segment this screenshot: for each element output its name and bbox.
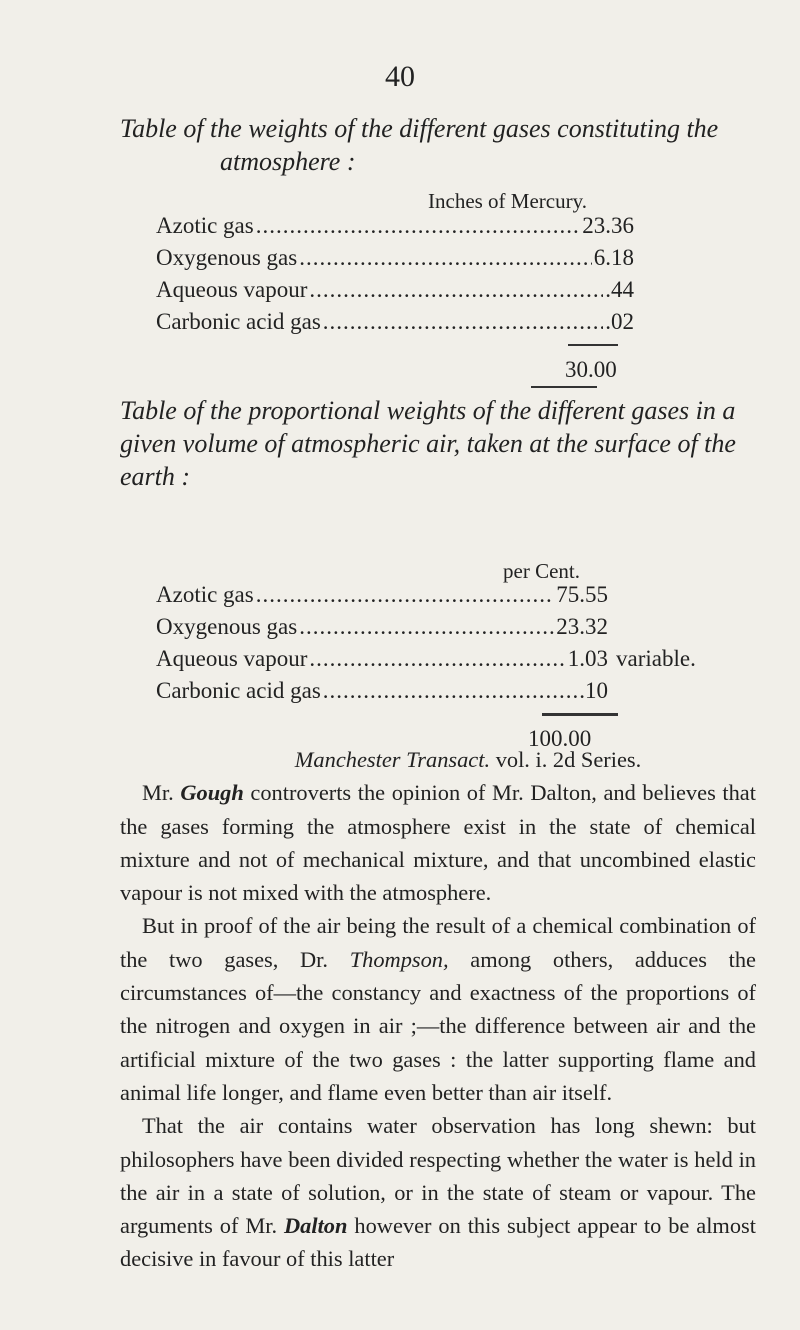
table2-row-name: Carbonic acid gas — [156, 678, 321, 703]
author-name: Thompson, — [349, 946, 449, 972]
leader-dots — [309, 644, 565, 674]
table1-row — [156, 275, 634, 305]
paragraph-text: among others, adduces the circumstances of—the constancy and exactness of the proportions of the nitrogen and oxygen in air ;—the difference between air and the artificial mixture of the two gases : the latter supporting flame and animal life longer, and flame even better than air itself. — [120, 946, 756, 1105]
table2-row-value: .10 — [579, 678, 608, 703]
author-name: Gough — [180, 780, 244, 806]
paragraph-text: Mr. — [142, 780, 174, 806]
table2-row-name: Aqueous vapour — [156, 646, 308, 671]
citation-rest: vol. i. 2d Series. — [495, 747, 642, 772]
table1-row-name: Carbonic acid gas — [156, 309, 321, 334]
page-number: 40 — [385, 60, 415, 93]
table1-row-value: 23.36 — [582, 213, 634, 238]
separator-rule — [531, 386, 597, 388]
table2-title: Table of the proportional weights of the different gases in a given volume of atmospheric air, taken at the surface of the earth : — [120, 396, 736, 491]
citation-title: Manchester Transact. — [294, 747, 491, 772]
table2-total: 100.00 — [528, 726, 592, 751]
table1-row-name: Oxygenous gas — [156, 245, 298, 270]
table2-row-note: variable. — [616, 646, 696, 671]
leader-dots — [256, 211, 581, 241]
sum-rule — [542, 713, 618, 716]
table2-row — [156, 580, 608, 610]
table2-row-name: Oxygenous gas — [156, 614, 298, 639]
paragraph-water — [120, 1109, 756, 1275]
leader-dots — [323, 676, 577, 706]
table2-row — [156, 676, 608, 706]
body-text — [120, 743, 756, 1276]
table1-row-value: .44 — [605, 277, 634, 302]
leader-dots — [323, 307, 603, 337]
table1-unit-header: Inches of Mercury. — [428, 189, 587, 213]
table1-title-line1: Table of the weights of the different gases constituting the — [120, 114, 719, 143]
table1-row — [156, 211, 634, 241]
sum-rule — [568, 344, 618, 346]
table2-row-name: Azotic gas — [156, 582, 254, 607]
paragraph-text: however on this subject appear to be almost decisive in favour of this latter — [120, 1213, 756, 1272]
citation — [120, 743, 756, 776]
table2-row-value: 75.55 — [556, 582, 608, 607]
table2-row-value: 1.03 — [567, 646, 608, 671]
table1-row — [156, 243, 634, 273]
table1-row-value: 6.18 — [593, 245, 634, 270]
table1-row-name: Aqueous vapour — [156, 277, 308, 302]
table1-row-value: .02 — [605, 309, 634, 334]
table1-total: 30.00 — [565, 357, 617, 382]
table2-row — [156, 612, 608, 642]
table1-title-line2: atmosphere : — [220, 147, 356, 176]
paragraph-thompson — [120, 909, 756, 1109]
table1-row — [156, 307, 634, 337]
table2-row — [156, 644, 696, 674]
paragraph-text: controverts the opinion of Mr. Dalton, and believes that the gases forming the atmosphere exist in the state of chemical mixture and not of mechanical mixture, and that uncombined elastic vapour is not mixed with the atmosphere. — [120, 780, 756, 906]
paragraph-text: That the air contains water observation has long shewn: but philosophers have been divided respecting whether the water is held in the air in a state of solution, or in the state of steam or vapour. The arguments of Mr. — [120, 1113, 756, 1239]
table1-row-name: Azotic gas — [156, 213, 254, 238]
author-name: Dalton — [284, 1213, 348, 1239]
leader-dots — [256, 580, 555, 610]
leader-dots — [309, 275, 603, 305]
table2-row-value: 23.32 — [556, 614, 608, 639]
paragraph-gough — [120, 776, 756, 909]
table1-title — [120, 112, 740, 178]
leader-dots — [299, 612, 554, 642]
paragraph-text: But in proof of the air being the result of a chemical combination of the two gases, Dr. — [120, 913, 756, 972]
table2-unit-header: per Cent. — [503, 559, 580, 583]
leader-dots — [299, 243, 592, 273]
